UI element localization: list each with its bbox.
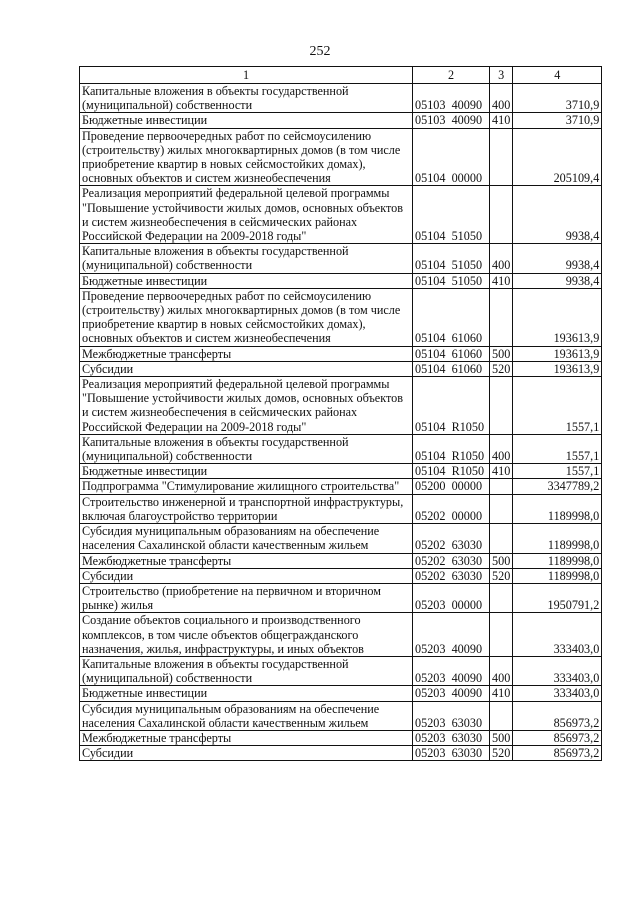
row-sum-cell: 3347789,2 <box>513 479 602 494</box>
row-name-cell: Субсидия муниципальным образованиям на обеспечение населения Сахалинской области качественным жильем <box>80 524 413 553</box>
row-code-cell: 05203 40090 <box>413 656 490 685</box>
row-sum-cell: 205109,4 <box>513 128 602 186</box>
table-row <box>80 686 602 701</box>
row-code-cell: 05203 00000 <box>413 583 490 612</box>
table-row <box>80 568 602 583</box>
table-row <box>80 128 602 186</box>
budget-table <box>79 66 602 761</box>
row-code-cell: 05103 40090 <box>413 84 490 113</box>
row-name-cell: Капитальные вложения в объекты государственной (муниципальной) собственности <box>80 434 413 463</box>
row-name-cell: Создание объектов социального и производственного комплексов, в том числе объектов общегражданского назначения, жилья, инфраструктуры, и иных объектов <box>80 613 413 657</box>
table-row <box>80 524 602 553</box>
row-code-cell: 05104 51050 <box>413 244 490 273</box>
table-row <box>80 746 602 761</box>
row-sum-cell: 1189998,0 <box>513 524 602 553</box>
row-sum-cell: 856973,2 <box>513 730 602 745</box>
table-row <box>80 113 602 128</box>
row-name-cell: Межбюджетные трансферты <box>80 730 413 745</box>
row-type-cell <box>490 583 513 612</box>
row-name-cell: Субсидии <box>80 568 413 583</box>
row-type-cell <box>490 288 513 346</box>
row-type-cell: 410 <box>490 686 513 701</box>
row-sum-cell: 9938,4 <box>513 244 602 273</box>
table-row <box>80 553 602 568</box>
row-sum-cell: 1189998,0 <box>513 568 602 583</box>
table-header-row <box>80 67 602 84</box>
row-type-cell: 410 <box>490 273 513 288</box>
row-name-cell: Реализация мероприятий федеральной целевой программы "Повышение устойчивости жилых домов, основных объектов и систем жизнеобеспечения в сейсмических районах Российской Федерации на 2009-2018 годы" <box>80 186 413 244</box>
row-code-cell: 05104 00000 <box>413 128 490 186</box>
table-row <box>80 701 602 730</box>
table-row <box>80 346 602 361</box>
row-name-cell: Бюджетные инвестиции <box>80 113 413 128</box>
row-sum-cell: 333403,0 <box>513 656 602 685</box>
row-sum-cell: 333403,0 <box>513 613 602 657</box>
row-code-cell: 05104 61060 <box>413 346 490 361</box>
header-col-1: 1 <box>80 67 413 84</box>
row-name-cell: Капитальные вложения в объекты государственной (муниципальной) собственности <box>80 656 413 685</box>
row-sum-cell: 3710,9 <box>513 113 602 128</box>
row-code-cell: 05203 40090 <box>413 613 490 657</box>
row-name-cell: Проведение первоочередных работ по сейсмоусилению (строительству) жилых многоквартирных домов (в том числе приобретение квартир в новых сейсмостойких домах), основных объектов и систем жизнеобеспечения <box>80 128 413 186</box>
row-sum-cell: 9938,4 <box>513 273 602 288</box>
table-row <box>80 464 602 479</box>
row-sum-cell: 1950791,2 <box>513 583 602 612</box>
row-code-cell: 05203 63030 <box>413 701 490 730</box>
row-code-cell: 05104 61060 <box>413 361 490 376</box>
table-row <box>80 730 602 745</box>
row-type-cell: 410 <box>490 464 513 479</box>
header-col-2: 2 <box>413 67 490 84</box>
row-code-cell: 05103 40090 <box>413 113 490 128</box>
row-name-cell: Субсидии <box>80 746 413 761</box>
row-type-cell: 500 <box>490 730 513 745</box>
table-row <box>80 288 602 346</box>
row-sum-cell: 193613,9 <box>513 288 602 346</box>
table-row <box>80 186 602 244</box>
row-type-cell: 400 <box>490 656 513 685</box>
row-sum-cell: 193613,9 <box>513 361 602 376</box>
row-name-cell: Межбюджетные трансферты <box>80 553 413 568</box>
row-code-cell: 05202 63030 <box>413 553 490 568</box>
row-type-cell: 520 <box>490 361 513 376</box>
row-code-cell: 05200 00000 <box>413 479 490 494</box>
row-name-cell: Субсидии <box>80 361 413 376</box>
row-type-cell <box>490 524 513 553</box>
row-type-cell: 400 <box>490 244 513 273</box>
table-row <box>80 84 602 113</box>
row-code-cell: 05104 R1050 <box>413 464 490 479</box>
row-sum-cell: 1189998,0 <box>513 553 602 568</box>
row-type-cell <box>490 613 513 657</box>
table-row <box>80 494 602 523</box>
row-sum-cell: 3710,9 <box>513 84 602 113</box>
row-type-cell: 410 <box>490 113 513 128</box>
row-type-cell <box>490 186 513 244</box>
table-row <box>80 656 602 685</box>
row-code-cell: 05202 63030 <box>413 568 490 583</box>
row-code-cell: 05202 00000 <box>413 494 490 523</box>
row-name-cell: Капитальные вложения в объекты государственной (муниципальной) собственности <box>80 84 413 113</box>
row-name-cell: Бюджетные инвестиции <box>80 686 413 701</box>
header-col-3: 3 <box>490 67 513 84</box>
table-row <box>80 434 602 463</box>
table-row <box>80 244 602 273</box>
table-row <box>80 377 602 435</box>
row-sum-cell: 333403,0 <box>513 686 602 701</box>
row-code-cell: 05202 63030 <box>413 524 490 553</box>
row-name-cell: Межбюджетные трансферты <box>80 346 413 361</box>
row-name-cell: Капитальные вложения в объекты государственной (муниципальной) собственности <box>80 244 413 273</box>
row-sum-cell: 1557,1 <box>513 464 602 479</box>
row-code-cell: 05203 63030 <box>413 746 490 761</box>
row-sum-cell: 9938,4 <box>513 186 602 244</box>
row-code-cell: 05203 40090 <box>413 686 490 701</box>
row-sum-cell: 1189998,0 <box>513 494 602 523</box>
row-sum-cell: 856973,2 <box>513 701 602 730</box>
row-name-cell: Проведение первоочередных работ по сейсмоусилению (строительству) жилых многоквартирных домов (в том числе приобретение квартир в новых сейсмостойких домах), основных объектов и систем жизнеобеспечения <box>80 288 413 346</box>
row-type-cell: 500 <box>490 553 513 568</box>
row-sum-cell: 1557,1 <box>513 377 602 435</box>
row-sum-cell: 1557,1 <box>513 434 602 463</box>
row-code-cell: 05203 63030 <box>413 730 490 745</box>
row-name-cell: Субсидия муниципальным образованиям на обеспечение населения Сахалинской области качественным жильем <box>80 701 413 730</box>
table-row <box>80 273 602 288</box>
budget-table-body <box>80 67 602 761</box>
row-name-cell: Строительство инженерной и транспортной инфраструктуры, включая благоустройство территории <box>80 494 413 523</box>
row-name-cell: Бюджетные инвестиции <box>80 464 413 479</box>
row-type-cell: 520 <box>490 746 513 761</box>
table-row <box>80 479 602 494</box>
row-code-cell: 05104 61060 <box>413 288 490 346</box>
row-type-cell <box>490 377 513 435</box>
row-code-cell: 05104 51050 <box>413 273 490 288</box>
page-number: 252 <box>309 44 331 59</box>
row-name-cell: Подпрограмма "Стимулирование жилищного строительства" <box>80 479 413 494</box>
header-col-4: 4 <box>513 67 602 84</box>
row-code-cell: 05104 51050 <box>413 186 490 244</box>
table-row <box>80 583 602 612</box>
row-name-cell: Реализация мероприятий федеральной целевой программы "Повышение устойчивости жилых домов, основных объектов и систем жизнеобеспечения в сейсмических районах Российской Федерации на 2009-2018 годы" <box>80 377 413 435</box>
row-type-cell: 500 <box>490 346 513 361</box>
row-type-cell: 400 <box>490 434 513 463</box>
row-type-cell <box>490 128 513 186</box>
row-sum-cell: 193613,9 <box>513 346 602 361</box>
table-row <box>80 361 602 376</box>
row-type-cell: 400 <box>490 84 513 113</box>
row-type-cell <box>490 479 513 494</box>
row-type-cell <box>490 494 513 523</box>
table-row <box>80 613 602 657</box>
row-type-cell <box>490 701 513 730</box>
row-code-cell: 05104 R1050 <box>413 377 490 435</box>
row-code-cell: 05104 R1050 <box>413 434 490 463</box>
row-name-cell: Строительство (приобретение на первичном и вторичном рынке) жилья <box>80 583 413 612</box>
row-type-cell: 520 <box>490 568 513 583</box>
row-name-cell: Бюджетные инвестиции <box>80 273 413 288</box>
row-sum-cell: 856973,2 <box>513 746 602 761</box>
